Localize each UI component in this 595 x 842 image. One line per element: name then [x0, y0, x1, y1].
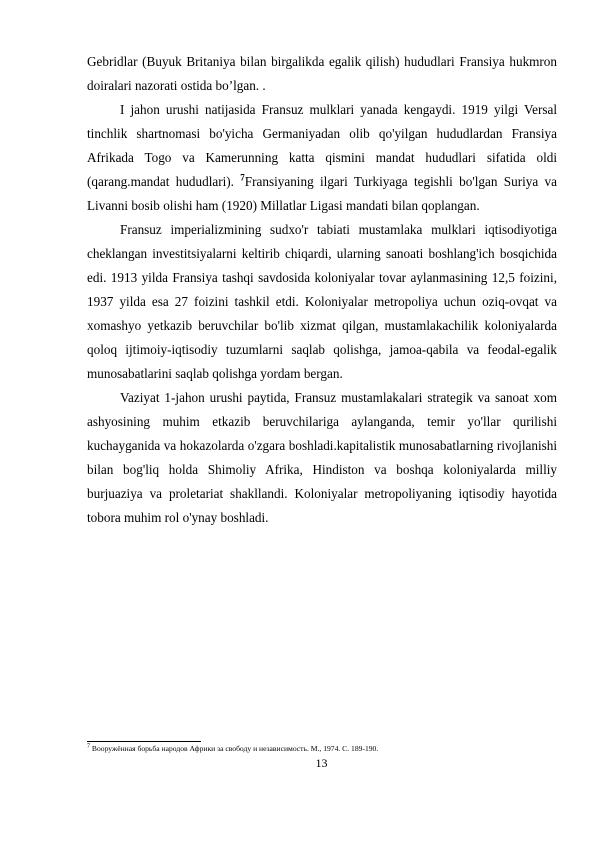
paragraph-3: Fransuz imperializmining sudxo'r tabiati mustamlaka mulklari iqtisodiyotiga cheklangan investitsiyalarni keltirib chiqardi, ularning sanoati boshlang'ich bosqichida edi. 1913 yilda Fransiya tashqi savdosida koloniyalar tovar aylanmasining 12,5 foizini, 1937 yilda esa 27 foizini tashkil etdi. Koloniyalar metropoliya uchun oziq-ovqat va xomashyo yetkazib beruvchilar bo'lib xizmat qilgan, mustamlakachilik koloniyalarda qoloq ijtimoiy-iqtisodiy tuzumlarni saqlab qolishga, jamoa-qabila va feodal-egalik munosabatlarini saqlab qolishga yordam bergan.: [87, 222, 557, 381]
body-text: [87, 50, 557, 530]
footnote-text: Вооружённая борьба народов Африки за свободу и независимость. М., 1974. С. 189-190.: [91, 744, 379, 753]
paragraph-4: Vaziyat 1-jahon urushi paytida, Fransuz mustamlakalari strategik va sanoat xom ashyosining muhim etkazib beruvchilariga aylanganda, temir yo'llar qurilishi kuchayganida va hokazolarda o'zgara boshladi.kapitalistik munosabatlarning rivojlanishi bilan bog'liq holda Shimoliy Afrika, Hindiston va boshqa koloniyalarda milliy burjuaziya va proletariat shakllandi. Koloniyalar metropoliyaning iqtisodiy hayotida tobora muhim rol o'ynay boshladi.: [87, 390, 557, 525]
paragraph-2-text: I jahon urushi natijasida Fransuz mulklari yanada kengaydi. 1919 yilgi Versal tinchlik shartnomasi bo'yicha Germaniyadan olib qo'yilgan hududlardan Fransiya Afrikada Togo va Kamerunning katta qismini mandat hududlari sifatida oldi (qarang.mandat hududlari).: [87, 102, 557, 189]
paragraph-2: [87, 98, 557, 218]
footnote-separator: [87, 741, 201, 742]
footnote-reference[interactable]: 7: [240, 172, 245, 183]
page-number: 13: [315, 756, 328, 770]
paragraph-1: Gebridlar (Buyuk Britaniya bilan birgalikda egalik qilish) hududlari Fransiya hukmron doiralari nazorati ostida bo’lgan. .: [87, 54, 557, 93]
paragraph-2-continuation: Fransiyaning ilgari Turkiyaga tegishli bo'lgan Suriya va Livanni bosib olishi ham (1920) Millatlar Ligasi mandati bilan qoplangan.: [87, 174, 557, 213]
footnote: [87, 744, 557, 754]
footnote-number: 7: [87, 743, 90, 750]
